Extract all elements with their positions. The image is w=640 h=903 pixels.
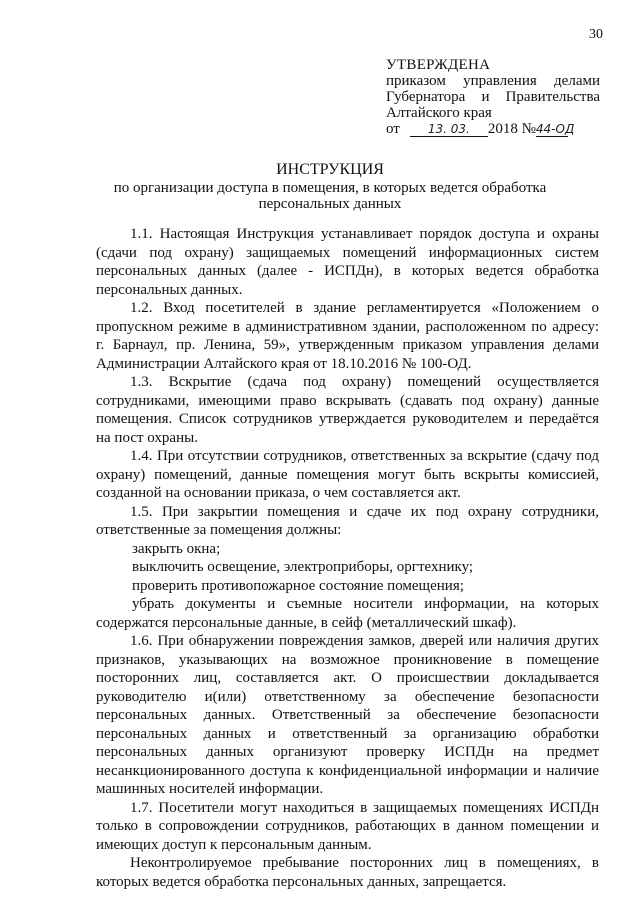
approval-line-1: приказом управления делами	[386, 73, 600, 89]
paragraph-1-2: 1.2. Вход посетителей в здание регламентируется «Положением о пропускном режиме в административном здании, расположенном по адресу: г. Барнаул, пр. Ленина, 59», утвержденным приказом управления делами Администрации Алтайского края от 18.10.2016 № 100-ОД.	[96, 300, 599, 372]
list-item-fire-check: проверить противопожарное состояние помещения;	[132, 577, 464, 594]
title-subtitle-line-2: персональных данных	[258, 196, 402, 212]
list-item-close-windows: закрыть окна;	[132, 540, 221, 557]
approval-date-line	[386, 121, 600, 137]
paragraph-1-5: 1.5. При закрытии помещения и сдаче их под охрану сотрудники, ответственные за помещения должны:	[96, 503, 599, 538]
handwritten-number: 44-ОД	[535, 122, 575, 136]
paragraph-1-4: 1.4. При отсутствии сотрудников, ответственных за вскрытие (сдачу под охрану) помещений, данные помещения могут быть вскрыты комиссией, созданной на основании приказа, о чем составляется акт.	[96, 448, 599, 501]
paragraph-1-7: 1.7. Посетители могут находиться в защищаемых помещениях ИСПДн только в сопровождении сотрудников, работающих в данном помещении и имеющих доступ к персональным данным.	[96, 799, 599, 853]
document-body	[96, 225, 599, 891]
approval-line-2: Губернатора и Правительства	[386, 89, 600, 105]
paragraph-final: Неконтролируемое пребывание посторонних лиц в помещениях, в которых ведется обработка персональных данных, запрещается.	[96, 855, 599, 890]
paragraph-1-3: 1.3. Вскрытие (сдача под охрану) помещений осуществляется сотрудниками, имеющими право вскрывать (сдавать под охрану) данные помещения. Список сотрудников утверждается руководителем и передаётся на пост охраны.	[96, 374, 599, 446]
date-prefix: от	[386, 121, 400, 137]
list-item-secure-documents: убрать документы и съемные носители информации, на которых содержатся персональные данные, в сейф (металлический шкаф).	[96, 596, 599, 631]
approval-heading: УТВЕРЖДЕНА	[386, 57, 491, 73]
handwritten-date: 13. 03.	[410, 122, 488, 137]
document-title	[100, 162, 560, 212]
paragraph-1-1: 1.1. Настоящая Инструкция устанавливает порядок доступа и охраны (сдачи под охрану) защищаемых помещений информационных систем персональных данных (далее - ИСПДн), в которых ведется обработка персональных данных.	[96, 226, 599, 298]
paragraph-1-6: 1.6. При обнаружении повреждения замков, дверей или наличия других признаков, указывающих на возможное проникновение в помещение посторонних лиц, составляется акт. О происшествии докладывается руководителю и(или) ответственному за обеспечение безопасности персональных данных. Ответственный за обеспечение безопасности персональных данных и ответственный за организацию обработки персональных данных организуют проверку ИСПДн на предмет несанкционированного доступа к конфиденциальной информации и наличие машинных носителей информации.	[96, 633, 599, 797]
title-subtitle-line-1: по организации доступа в помещения, в которых ведется обработка	[113, 180, 547, 196]
approval-line-3: Алтайского края	[386, 105, 492, 121]
list-item-power-off: выключить освещение, электроприборы, оргтехнику;	[132, 559, 474, 575]
title-main: ИНСТРУКЦИЯ	[276, 161, 384, 178]
page-number: 30	[589, 27, 603, 42]
approval-block	[386, 57, 600, 137]
date-year: 2018 №	[487, 121, 536, 137]
